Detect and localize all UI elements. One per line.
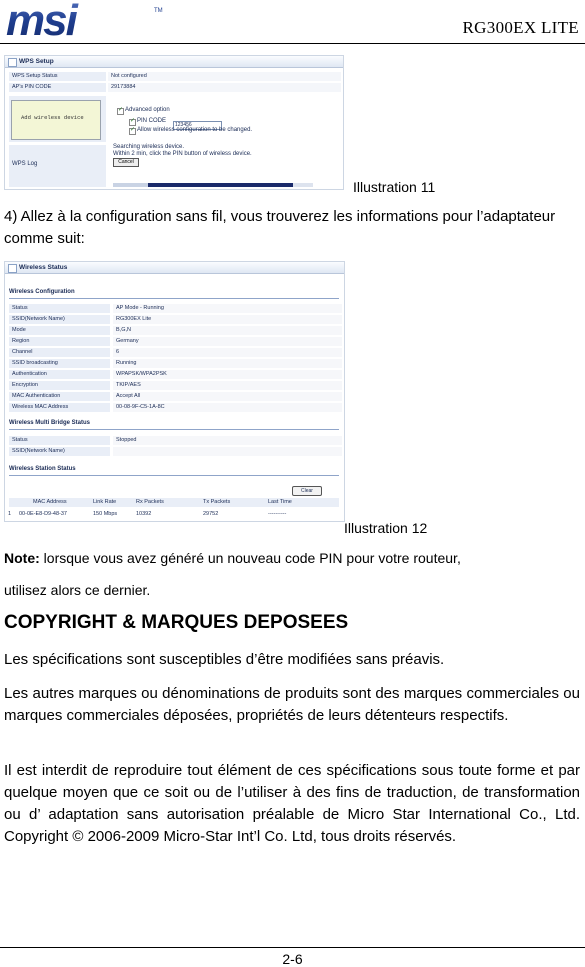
wps-log-label: WPS Log [12,161,38,167]
copyright-heading: COPYRIGHT & MARQUES DEPOSEES [4,612,349,633]
wps-setup-screenshot [4,55,344,190]
page-number: 2-6 [282,951,303,967]
wireless-status-title: Wireless Status [19,264,68,271]
status-row-label: Authentication [9,370,110,379]
status-row-value: WPAPSK/WPA2PSK [113,370,342,379]
status-row-label: Channel [9,348,110,357]
wps-status-value: Not configured [108,72,341,81]
status-row-value: 00-08-9F-C5-1A-8C [113,403,342,412]
status-row-label: Wireless MAC Address [9,403,110,412]
status-row [9,403,339,412]
status-row-label: Status [9,304,110,313]
status-row-value: TKIP/AES [113,381,342,390]
station-last-time: ---------- [268,511,287,517]
status-row-value: Accept All [113,392,342,401]
status-row-label: Mode [9,326,110,335]
illustration-12-caption: Illustration 12 [344,520,428,536]
section-divider [9,429,339,430]
column-header: Rx Packets [136,499,164,505]
svg-text:TM: TM [154,8,163,14]
status-row [9,392,339,401]
station-rx: 10392 [136,511,152,517]
status-row-value: Stopped [113,436,342,445]
status-row-value: RG300EX Lite [113,315,342,324]
status-row [9,359,339,368]
status-row [9,436,339,445]
status-row [9,447,339,456]
section-divider [9,298,339,299]
step4-line2: comme suit: [4,230,85,247]
allow-config-label: Allow wireless configuration to be changed. [137,127,253,133]
status-row-label: Region [9,337,110,346]
page-icon [8,264,17,273]
allow-config-checkbox[interactable] [129,128,136,135]
msi-logo [4,2,174,40]
wps-log-line1: Searching wireless device. [113,144,185,150]
add-wireless-device-label: Add wireless device [21,114,84,121]
svg-text:msi: msi [6,2,76,40]
pin-code-checkbox[interactable] [129,119,136,126]
note-label: Note: [4,550,40,566]
clear-button[interactable]: Clear [292,486,322,496]
copyright-p2: Les autres marques ou dénominations de produits sont des marques commerciales ou marques commerciales déposées, propriétés de leurs détenteurs respectifs. [4,685,580,724]
note-line1 [4,550,461,566]
station-tx: 29752 [203,511,219,517]
station-mac: 00-0E-E8-D9-48-37 [19,511,67,517]
illustration-11-caption: Illustration 11 [353,179,436,195]
wireless-status-titlebar [5,262,344,274]
column-header: Tx Packets [203,499,231,505]
status-row [9,315,339,324]
cancel-button[interactable]: Cancel [113,158,139,167]
wps-setup-titlebar [5,56,343,68]
wps-status-label: WPS Setup Status [9,72,106,81]
section-divider [9,475,339,476]
column-header: Link Rate [93,499,117,505]
status-row-value: AP Mode - Running [113,304,342,313]
status-row [9,304,339,313]
header-rule [0,43,585,44]
wps-log-line2: Within 2 min, click the PIN button of wireless device. [113,151,252,157]
status-row [9,348,339,357]
copyright-p3: Il est interdit de reproduire tout élément de ces spécifications sous toute forme et par quelque moyen que ce soit ou de l’utiliser à des fins de traduction, de transformation ou d’ adaptation sans autorisation préalable de Micro Star International Co., Ltd. Copyright © 2006-2009 Micro-Star Int’l Co. Ltd, tous droits réservés. [4,762,580,845]
station-index: 1 [8,511,12,517]
step4-line1: 4) Allez à la configuration sans fil, vous trouverez les informations pour l’adaptateur [4,208,556,225]
wireless-config-heading: Wireless Configuration [9,289,75,295]
bridge-status-heading: Wireless Multi Bridge Status [9,420,90,426]
footer-rule [0,947,585,948]
pin-code-input[interactable]: 123456 [173,121,222,130]
advanced-option-checkbox[interactable] [117,108,124,115]
note-line2: utilisez alors ce dernier. [4,582,151,598]
pin-code-label: PIN CODE [137,118,167,124]
station-status-heading: Wireless Station Status [9,466,76,472]
model-name: RG300EX LITE [462,18,579,37]
status-row-label: SSID broadcasting [9,359,110,368]
note-text: lorsque vous avez généré un nouveau code PIN pour votre routeur, [39,550,461,566]
column-header: Last Time [268,499,292,505]
status-row-value: B,G,N [113,326,342,335]
status-row [9,337,339,346]
status-row [9,326,339,335]
page-icon [8,58,17,67]
wireless-status-screenshot [4,261,345,522]
status-row [9,370,339,379]
ap-pin-value: 29173884 [108,83,341,92]
status-row-value [113,447,342,456]
status-row-label: SSID(Network Name) [9,447,110,456]
station-rate: 150 Mbps [93,511,118,517]
copyright-p1: Les spécifications sont susceptibles d’être modifiées sans préavis. [4,651,445,668]
status-row-label: Status [9,436,110,445]
wps-progress-bar [113,183,313,187]
status-row-value: Running [113,359,342,368]
ap-pin-label: AP's PIN CODE [9,83,106,92]
column-header: MAC Address [33,499,67,505]
status-row-label: SSID(Network Name) [9,315,110,324]
status-row [9,381,339,390]
status-row-label: MAC Authentication [9,392,110,401]
status-row-value: Germany [113,337,342,346]
wps-setup-title: WPS Setup [19,58,54,65]
advanced-option-label: Advanced option [125,107,170,113]
wps-progress-lead [113,183,148,187]
status-row-label: Encryption [9,381,110,390]
status-row-value: 6 [113,348,342,357]
